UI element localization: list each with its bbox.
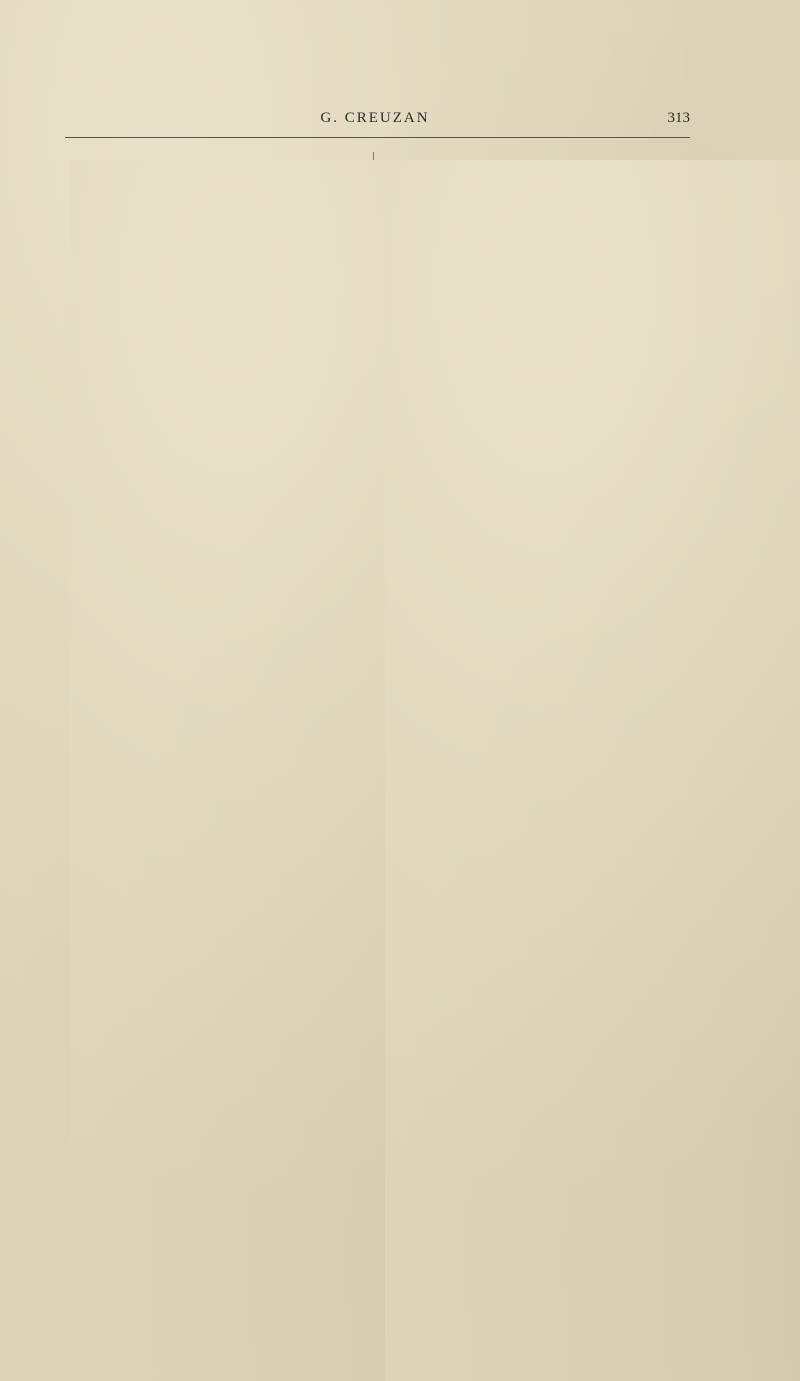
entry-page-number xyxy=(385,160,800,1381)
running-head-author: G. CREUZAN xyxy=(320,110,430,126)
left-column xyxy=(70,160,353,1173)
right-column xyxy=(385,160,687,1146)
header-rule xyxy=(65,137,690,138)
page-number: 313 xyxy=(667,110,690,126)
page-header xyxy=(65,110,690,134)
index-section-h xyxy=(385,939,687,1146)
index-entry xyxy=(385,1126,687,1147)
index-entry xyxy=(70,1152,353,1173)
index-section-e xyxy=(70,594,353,1173)
